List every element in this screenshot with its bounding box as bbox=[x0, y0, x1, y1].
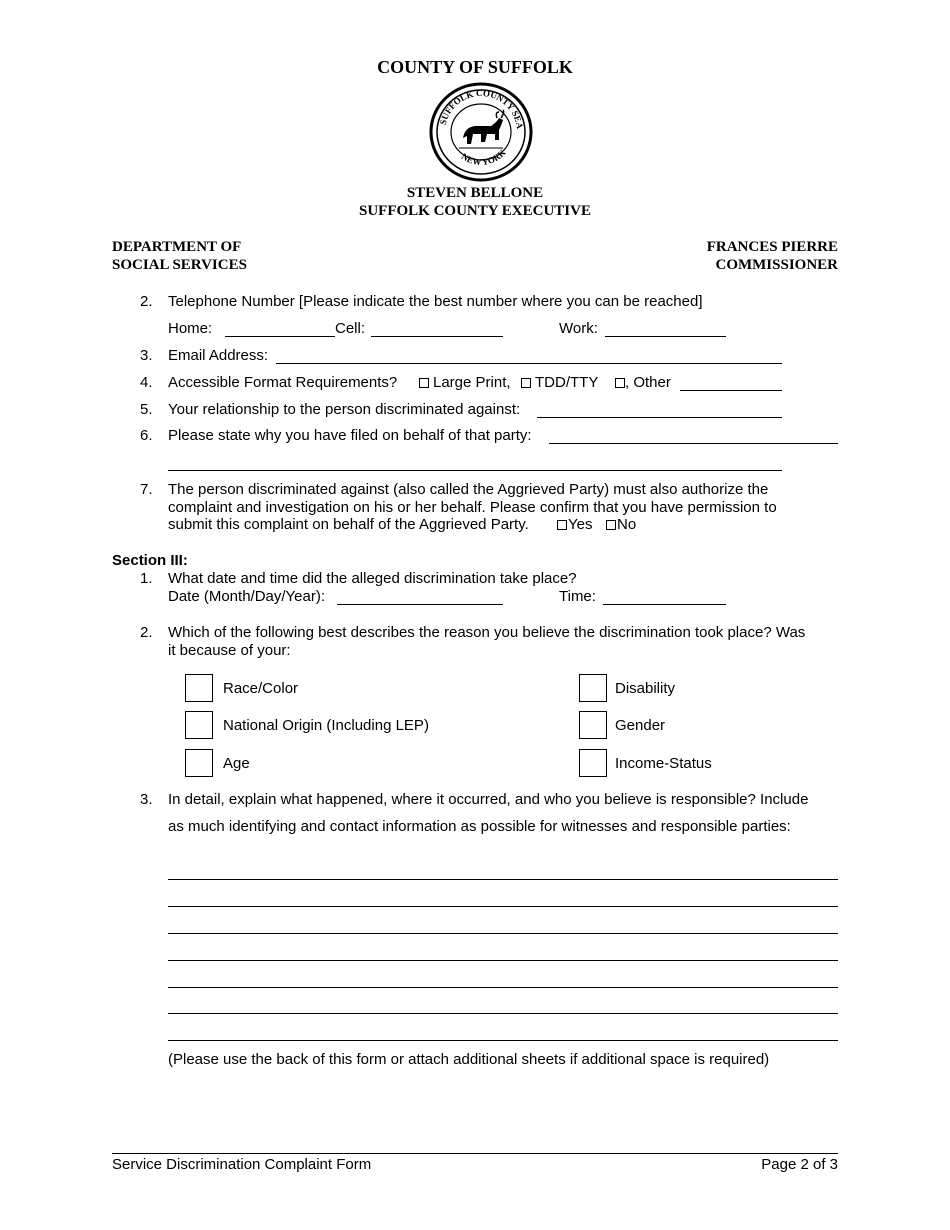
question-number: 7. bbox=[140, 481, 153, 498]
additional-space-note: (Please use the back of this form or attach additional sheets if additional space is required) bbox=[168, 1051, 770, 1068]
detail-answer-line[interactable] bbox=[168, 1040, 838, 1041]
date-time-question: What date and time did the alleged discrimination take place? bbox=[168, 570, 577, 587]
other-format-option[interactable]: , Other bbox=[615, 374, 671, 392]
question-number: 1. bbox=[140, 570, 153, 587]
income-status-label: Income-Status bbox=[615, 755, 712, 772]
question-number: 3. bbox=[140, 791, 153, 808]
checkbox-icon[interactable] bbox=[521, 378, 531, 388]
question-number: 2. bbox=[140, 293, 153, 310]
detail-answer-line[interactable] bbox=[168, 960, 838, 961]
detail-answer-line[interactable] bbox=[168, 933, 838, 934]
checkbox-icon[interactable] bbox=[606, 520, 616, 530]
permission-yes-option[interactable]: Yes bbox=[557, 516, 592, 534]
age-checkbox[interactable] bbox=[185, 749, 213, 777]
authorization-text-line3: submit this complaint on behalf of the Aggrieved Party. bbox=[168, 516, 529, 533]
footer-page-number: Page 2 of 3 bbox=[761, 1156, 838, 1173]
national-origin-label: National Origin (Including LEP) bbox=[223, 717, 429, 734]
accessible-format-label: Accessible Format Requirements? bbox=[168, 374, 398, 391]
seal-text-bottom: NEW YORK bbox=[459, 147, 508, 168]
checkbox-icon[interactable] bbox=[615, 378, 625, 388]
checkbox-icon[interactable] bbox=[557, 520, 567, 530]
work-phone-field[interactable] bbox=[605, 336, 726, 337]
permission-no-option[interactable]: No bbox=[606, 516, 636, 534]
filing-reason-field-line2[interactable] bbox=[168, 470, 782, 471]
question-number: 3. bbox=[140, 347, 153, 364]
date-label: Date (Month/Day/Year): bbox=[168, 588, 326, 605]
authorization-text-line1: The person discriminated against (also called the Aggrieved Party) must also authorize the bbox=[168, 481, 769, 498]
time-label: Time: bbox=[559, 588, 596, 605]
date-field[interactable] bbox=[337, 604, 503, 605]
cell-phone-field[interactable] bbox=[371, 336, 503, 337]
county-seal-icon bbox=[429, 82, 533, 182]
large-print-option[interactable]: Large Print, bbox=[419, 374, 511, 392]
detail-question-line2: as much identifying and contact information as possible for witnesses and responsible parties: bbox=[168, 818, 791, 835]
telephone-question: Telephone Number [Please indicate the best number where you can be reached] bbox=[168, 293, 703, 310]
executive-name: STEVEN BELLONE bbox=[406, 185, 544, 201]
department-line1: DEPARTMENT OF bbox=[112, 239, 242, 255]
filing-reason-field[interactable] bbox=[549, 443, 838, 444]
income-status-checkbox[interactable] bbox=[579, 749, 607, 777]
relationship-label: Your relationship to the person discriminated against: bbox=[168, 401, 521, 418]
question-number: 2. bbox=[140, 624, 153, 641]
county-title: COUNTY OF SUFFOLK bbox=[377, 57, 573, 77]
question-number: 6. bbox=[140, 427, 153, 444]
executive-title: SUFFOLK COUNTY EXECUTIVE bbox=[359, 203, 591, 219]
gender-label: Gender bbox=[615, 717, 666, 734]
age-label: Age bbox=[223, 755, 250, 772]
detail-answer-line[interactable] bbox=[168, 987, 838, 988]
disability-checkbox[interactable] bbox=[579, 674, 607, 702]
race-color-checkbox[interactable] bbox=[185, 674, 213, 702]
cell-label: Cell: bbox=[335, 320, 366, 337]
other-format-field[interactable] bbox=[680, 390, 782, 391]
section-iii-heading: Section III: bbox=[112, 552, 188, 569]
email-label: Email Address: bbox=[168, 347, 269, 364]
department-line2: SOCIAL SERVICES bbox=[112, 257, 247, 273]
national-origin-checkbox[interactable] bbox=[185, 711, 213, 739]
time-field[interactable] bbox=[603, 604, 726, 605]
race-color-label: Race/Color bbox=[223, 680, 299, 697]
footer-form-name: Service Discrimination Complaint Form bbox=[112, 1156, 372, 1173]
seal-text-top: SUFFOLK COUNTY SEA bbox=[437, 87, 525, 130]
tdd-tty-option[interactable]: TDD/TTY bbox=[521, 374, 598, 392]
authorization-text-line2: complaint and investigation on his or her behalf. Please confirm that you have permission to bbox=[168, 499, 777, 516]
email-field[interactable] bbox=[276, 363, 782, 364]
relationship-field[interactable] bbox=[537, 417, 782, 418]
checkbox-icon[interactable] bbox=[419, 378, 429, 388]
detail-question-line1: In detail, explain what happened, where it occurred, and who you believe is responsible? Include bbox=[168, 791, 809, 808]
filing-reason-label: Please state why you have filed on behalf of that party: bbox=[168, 427, 532, 444]
home-label: Home: bbox=[168, 320, 213, 337]
detail-answer-line[interactable] bbox=[168, 906, 838, 907]
disability-label: Disability bbox=[615, 680, 676, 697]
footer-divider bbox=[112, 1153, 838, 1154]
gender-checkbox[interactable] bbox=[579, 711, 607, 739]
question-number: 5. bbox=[140, 401, 153, 418]
detail-answer-line[interactable] bbox=[168, 879, 838, 880]
question-number: 4. bbox=[140, 374, 153, 391]
detail-answer-line[interactable] bbox=[168, 1013, 838, 1014]
reason-question-line1: Which of the following best describes the reason you believe the discrimination took place? Was bbox=[168, 624, 806, 641]
home-phone-field[interactable] bbox=[225, 336, 335, 337]
work-label: Work: bbox=[559, 320, 598, 337]
commissioner-name: FRANCES PIERRE bbox=[706, 239, 838, 255]
reason-question-line2: it because of your: bbox=[168, 642, 291, 659]
commissioner-title: COMMISSIONER bbox=[715, 257, 838, 273]
